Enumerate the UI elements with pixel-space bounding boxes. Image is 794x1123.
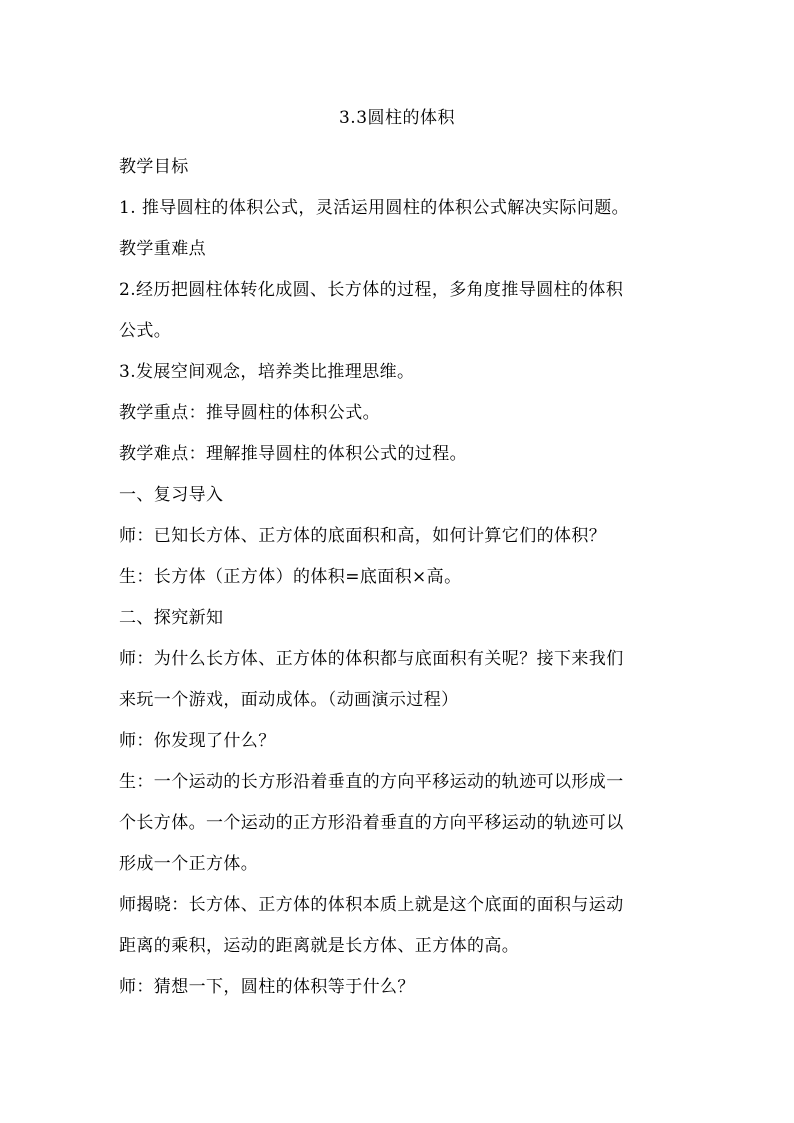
paragraph-line: 生：长方体（正方体）的体积=底面积×高。 xyxy=(119,567,462,587)
paragraph-line: 师：为什么长方体、正方体的体积都与底面积有关呢？接下来我们 xyxy=(119,649,624,669)
heading-teaching-goals: 教学目标 xyxy=(119,157,189,177)
document-title: 3.3圆柱的体积 xyxy=(338,108,456,128)
paragraph-line: 个长方体。一个运动的正方形沿着垂直的方向平移运动的轨迹可以 xyxy=(119,813,624,833)
paragraph-line: 师：猜想一下，圆柱的体积等于什么？ xyxy=(119,977,415,997)
paragraph-line: 公式。 xyxy=(119,321,172,341)
paragraph-line: 教学重点：推导圆柱的体积公式。 xyxy=(119,403,380,423)
paragraph-line: 2.经历把圆柱体转化成圆、长方体的过程，多角度推导圆柱的体积 xyxy=(119,280,624,300)
document-body xyxy=(119,147,679,1008)
paragraph-line: 距离的乘积，运动的距离就是长方体、正方体的高。 xyxy=(119,936,520,956)
paragraph-line: 师揭晓：长方体、正方体的体积本质上就是这个底面的面积与运动 xyxy=(119,895,624,915)
paragraph-line: 教学难点：理解推导圆柱的体积公式的过程。 xyxy=(119,444,467,464)
paragraph-line: 形成一个正方体。 xyxy=(119,854,259,874)
paragraph-line: 1. 推导圆柱的体积公式，灵活运用圆柱的体积公式解决实际问题。 xyxy=(119,198,630,218)
paragraph-line: 师：已知长方体、正方体的底面积和高，如何计算它们的体积？ xyxy=(119,526,607,546)
heading-key-difficult-points: 教学重难点 xyxy=(119,239,206,259)
paragraph-line: 3.发展空间观念，培养类比推理思维。 xyxy=(119,362,415,382)
heading-explore-new-knowledge: 二、探究新知 xyxy=(119,608,224,628)
paragraph-line: 生：一个运动的长方形沿着垂直的方向平移运动的轨迹可以形成一 xyxy=(119,772,624,792)
heading-review-introduction: 一、复习导入 xyxy=(119,485,224,505)
paragraph-line: 师：你发现了什么？ xyxy=(119,731,276,751)
paragraph-line: 来玩一个游戏，面动成体。（动画演示过程） xyxy=(119,690,459,710)
